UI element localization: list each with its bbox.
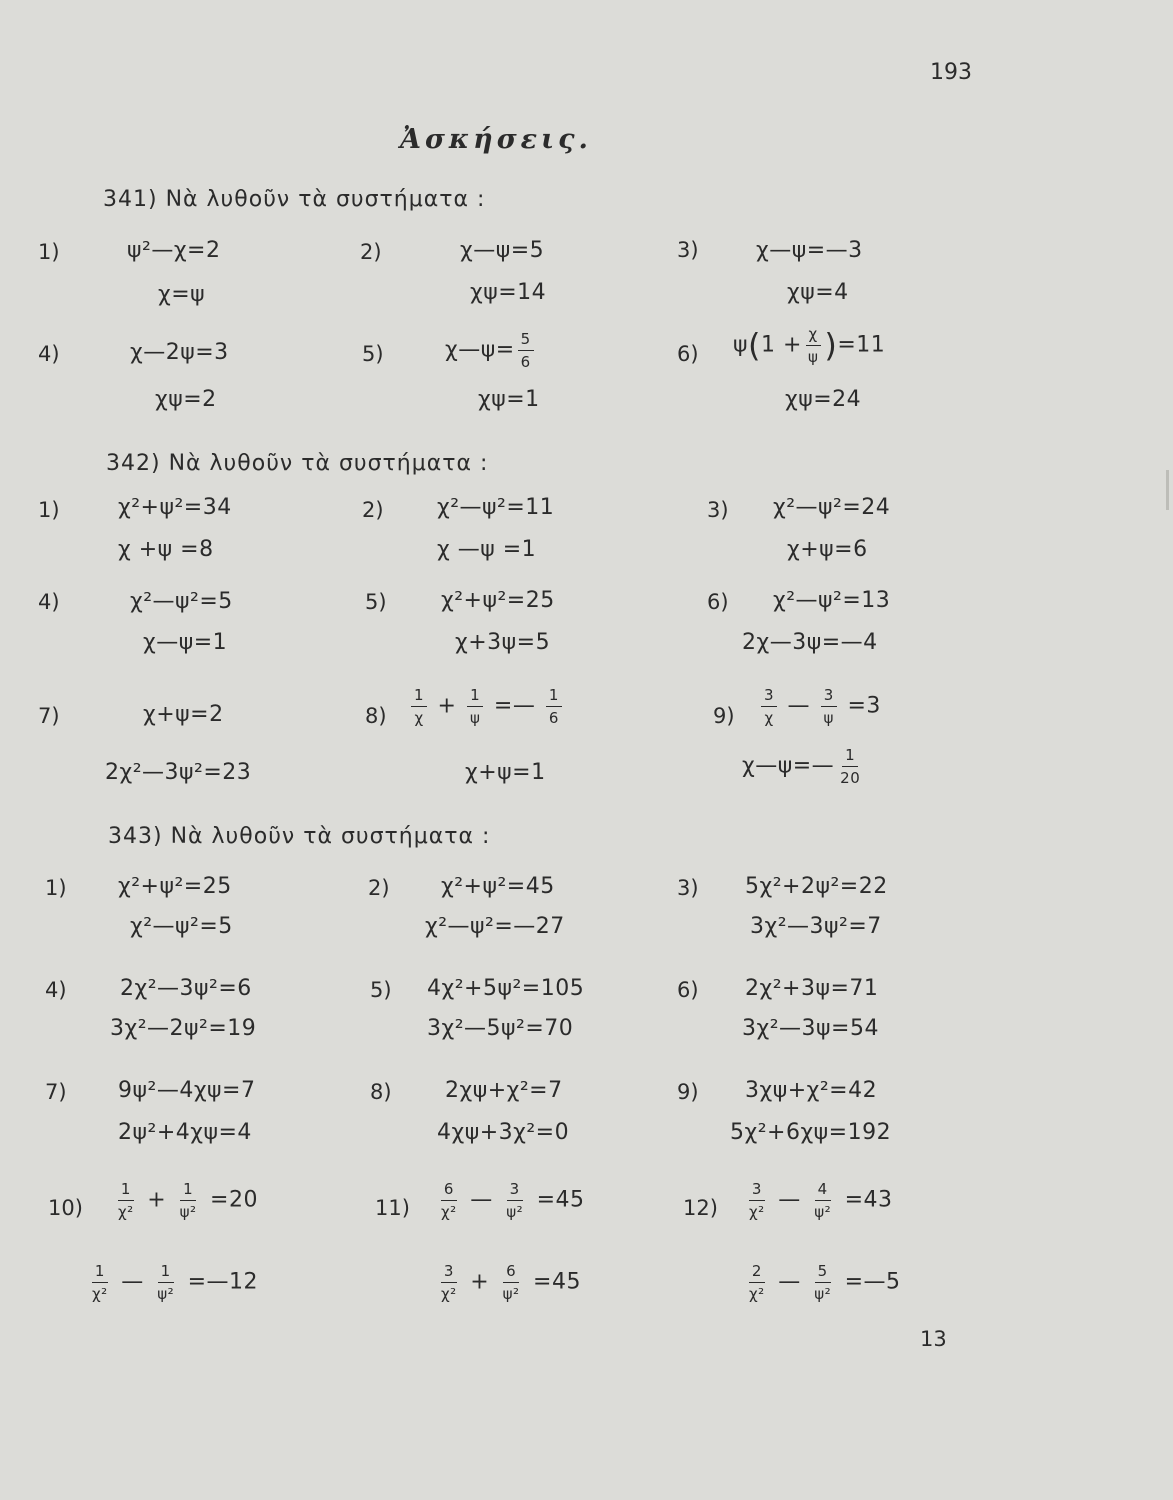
equation: 5χ²+2ψ²=22	[745, 874, 888, 899]
equation: 2χψ+χ²=7	[445, 1078, 563, 1103]
equation	[743, 1180, 893, 1221]
problem-label: 6)	[677, 978, 699, 1002]
operator: +	[147, 1187, 167, 1213]
equation	[733, 325, 885, 366]
denominator: ψ²	[157, 1285, 175, 1303]
denominator: χ	[764, 709, 774, 727]
equation: 3χ²—3ψ=54	[742, 1016, 879, 1041]
equation	[435, 1180, 585, 1221]
numerator: χ	[806, 325, 821, 346]
numerator: 3	[821, 686, 837, 707]
denominator: ψ²	[179, 1203, 197, 1221]
denominator: ψ	[823, 709, 834, 727]
fraction	[89, 1262, 111, 1303]
denominator: 6	[548, 709, 559, 727]
equation-rhs: =20	[210, 1187, 258, 1213]
operator: —	[121, 1269, 144, 1295]
denominator: ψ²	[814, 1203, 832, 1221]
fraction	[115, 1180, 137, 1221]
page-edge-divider	[1166, 470, 1169, 510]
denominator: ψ²	[814, 1285, 832, 1303]
numerator: 6	[441, 1180, 457, 1201]
numerator: 1	[411, 686, 427, 707]
equation: χ²—ψ²=13	[773, 588, 891, 613]
operator: +	[470, 1269, 490, 1295]
fraction	[438, 1262, 460, 1303]
denominator: χ	[414, 709, 424, 727]
denominator: χ²	[92, 1285, 108, 1303]
operator: —	[778, 1187, 801, 1213]
numerator: 5	[815, 1262, 831, 1283]
equation-lhs: χ—ψ=—	[742, 753, 835, 779]
operator: =—	[493, 693, 536, 719]
problem-label: 3)	[677, 876, 699, 900]
problem-label: 5)	[370, 978, 392, 1002]
equation: χ+ψ=6	[787, 537, 868, 562]
fraction	[503, 1180, 526, 1221]
numerator: 1	[546, 686, 562, 707]
denominator: χ²	[118, 1203, 134, 1221]
problem-label: 2)	[362, 498, 384, 522]
equation: ψ²—χ=2	[127, 238, 221, 263]
signature-mark: 13	[920, 1327, 947, 1351]
equation: χ—ψ=—3	[756, 238, 863, 263]
fraction	[177, 1180, 200, 1221]
problem-label: 4)	[38, 342, 60, 366]
fraction	[746, 1262, 768, 1303]
equation	[445, 330, 537, 371]
equation: χ²—ψ²=24	[773, 495, 891, 520]
equation-rhs: =43	[844, 1187, 893, 1213]
fraction	[811, 1262, 834, 1303]
equation: χ²—ψ²=11	[437, 495, 555, 520]
left-paren-icon: (	[748, 326, 761, 365]
fraction	[438, 1180, 460, 1221]
equation	[408, 686, 565, 727]
problem-label: 4)	[45, 978, 67, 1002]
equation	[435, 1262, 581, 1303]
numerator: 1	[158, 1262, 174, 1283]
equation	[742, 746, 866, 787]
equation-lhs: χ—ψ=	[445, 337, 515, 363]
operator: —	[778, 1269, 801, 1295]
problem-label: 6)	[677, 342, 699, 366]
equation: χ²—ψ²=5	[130, 914, 233, 939]
numerator: 2	[749, 1262, 765, 1283]
problem-label: 1)	[45, 876, 67, 900]
numerator: 3	[749, 1180, 765, 1201]
equation: 9ψ²—4χψ=7	[118, 1078, 256, 1103]
equation: χ—ψ=5	[460, 238, 545, 263]
page-title: Ἀσκήσεις.	[400, 124, 592, 155]
equation: χ²—ψ²=5	[130, 589, 233, 614]
equation: 2ψ²+4χψ=4	[118, 1120, 252, 1145]
equation: χ—2ψ=3	[130, 340, 229, 365]
equation: χ²—ψ²=—27	[425, 914, 565, 939]
equation: χ²+ψ²=45	[441, 874, 555, 899]
equation-rhs: =45	[533, 1269, 581, 1295]
problem-label: 4)	[38, 590, 60, 614]
fraction	[500, 1262, 523, 1303]
fraction	[761, 686, 777, 727]
fraction	[805, 325, 821, 366]
numerator: 1	[180, 1180, 196, 1201]
equation: χ—ψ=1	[143, 630, 228, 655]
equation: 2χ²—3ψ²=6	[120, 976, 252, 1001]
numerator: 1	[842, 746, 858, 767]
problem-label: 9)	[677, 1080, 699, 1104]
fraction	[518, 330, 534, 371]
equation: 3χ²—5ψ²=70	[427, 1016, 574, 1041]
exercise-341-heading: 341) Νὰ λυθοῦν τὰ συστήματα :	[103, 187, 486, 212]
equation-rhs: =45	[536, 1187, 585, 1213]
equation: χψ=1	[478, 387, 540, 412]
equation: χψ=4	[787, 280, 849, 305]
equation: χψ=24	[785, 387, 862, 412]
numerator: 1	[92, 1262, 108, 1283]
equation: χψ=2	[155, 387, 217, 412]
page-number: 193	[930, 60, 972, 85]
equation: 4χψ+3χ²=0	[437, 1120, 570, 1145]
problem-label: 2)	[368, 876, 390, 900]
denominator: ψ²	[502, 1285, 520, 1303]
exercise-342-heading: 342) Νὰ λυθοῦν τὰ συστήματα :	[106, 451, 489, 476]
operator: +	[437, 693, 457, 719]
problem-label: 6)	[707, 590, 729, 614]
equation: χ²+ψ²=25	[441, 588, 555, 613]
problem-label: 7)	[38, 704, 60, 728]
numerator: 5	[518, 330, 534, 351]
problem-label: 9)	[713, 704, 735, 728]
problem-label: 8)	[365, 704, 387, 728]
numerator: 4	[815, 1180, 831, 1201]
numerator: 3	[441, 1262, 457, 1283]
operator: —	[470, 1187, 493, 1213]
problem-label: 1)	[38, 498, 60, 522]
equation: 3χψ+χ²=42	[745, 1078, 878, 1103]
numerator: 1	[118, 1180, 134, 1201]
equation	[758, 686, 881, 727]
operator: =3	[847, 693, 881, 719]
equation: χψ=14	[470, 280, 547, 305]
problem-label: 2)	[360, 240, 382, 264]
equation: 2χ²—3ψ²=23	[105, 760, 252, 785]
equation: 2χ—3ψ=—4	[742, 630, 878, 655]
equation	[112, 1180, 258, 1221]
equation: χ+3ψ=5	[455, 630, 551, 655]
equation-part: ψ	[733, 332, 749, 358]
fraction	[411, 686, 427, 727]
equation: 4χ²+5ψ²=105	[427, 976, 585, 1001]
problem-label: 5)	[362, 342, 384, 366]
equation: 3χ²—3ψ²=7	[750, 914, 882, 939]
equation: 2χ²+3ψ=71	[745, 976, 879, 1001]
denominator: ψ	[469, 709, 481, 727]
exercise-343-heading: 343) Νὰ λυθοῦν τὰ συστήματα :	[108, 824, 491, 849]
equation: χ²+ψ²=25	[118, 874, 232, 899]
denominator: χ²	[441, 1203, 457, 1221]
denominator: χ²	[441, 1285, 457, 1303]
equation-rhs: =—12	[187, 1269, 259, 1295]
denominator: 20	[840, 769, 861, 787]
equation	[86, 1262, 258, 1303]
denominator: ψ	[807, 348, 819, 366]
numerator: 3	[507, 1180, 523, 1201]
denominator: ψ²	[506, 1203, 524, 1221]
problem-label: 8)	[370, 1080, 392, 1104]
equation-rhs: =—5	[844, 1269, 901, 1295]
problem-label: 10)	[48, 1196, 83, 1220]
fraction	[546, 686, 562, 727]
fraction	[837, 746, 863, 787]
problem-label: 1)	[38, 240, 60, 264]
problem-label: 5)	[365, 590, 387, 614]
problem-label: 7)	[45, 1080, 67, 1104]
fraction	[746, 1180, 768, 1221]
equation: χ+ψ=1	[465, 760, 546, 785]
equation-part: 1 +	[761, 332, 802, 358]
equation: χ=ψ	[158, 282, 206, 307]
equation-part: =11	[837, 332, 886, 358]
problem-label: 3)	[677, 238, 699, 262]
problem-label: 3)	[707, 498, 729, 522]
equation: χ+ψ=2	[143, 702, 224, 727]
numerator: 3	[761, 686, 777, 707]
equation: χ +ψ =8	[118, 537, 214, 562]
denominator: χ²	[749, 1285, 765, 1303]
numerator: 1	[467, 686, 483, 707]
equation: χ —ψ =1	[437, 537, 537, 562]
operator: —	[787, 693, 811, 719]
problem-label: 11)	[375, 1196, 410, 1220]
fraction	[467, 686, 483, 727]
fraction	[811, 1180, 834, 1221]
fraction	[154, 1262, 177, 1303]
equation: 5χ²+6χψ=192	[730, 1120, 892, 1145]
fraction	[821, 686, 837, 727]
denominator: χ²	[749, 1203, 765, 1221]
problem-label: 12)	[683, 1196, 718, 1220]
right-paren-icon: )	[824, 326, 838, 365]
equation: χ²+ψ²=34	[118, 495, 232, 520]
denominator: 6	[520, 353, 531, 371]
equation	[743, 1262, 901, 1303]
numerator: 6	[503, 1262, 519, 1283]
equation: 3χ²—2ψ²=19	[110, 1016, 257, 1041]
